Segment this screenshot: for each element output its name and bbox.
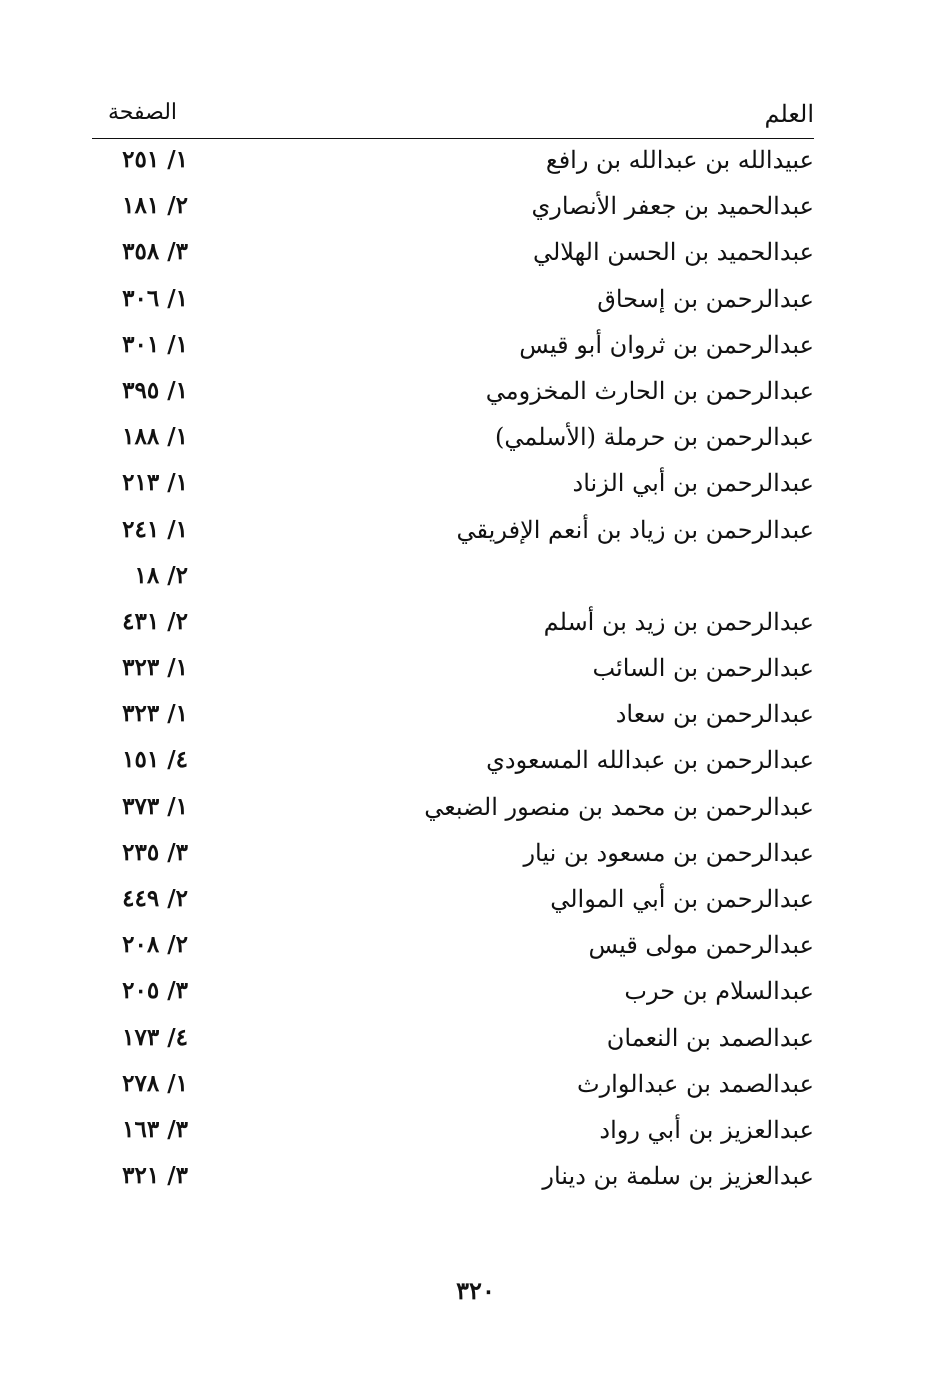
entry-name: عبدالرحمن بن الحارث المخزومي [485, 376, 814, 405]
index-row [92, 556, 814, 602]
entry-ref: ٣/ ٣٥٨ [122, 238, 188, 266]
index-row [92, 510, 814, 556]
entry-ref: ٢/ ٢٠٨ [122, 931, 188, 959]
index-row [92, 1156, 814, 1202]
index-header [92, 98, 814, 139]
entry-ref: ٤/ ١٧٣ [122, 1023, 188, 1051]
index-row [92, 694, 814, 740]
index-row [92, 463, 814, 509]
entry-name: عبدالعزيز بن سلمة بن دينار [542, 1162, 814, 1191]
entry-name: عبدالرحمن بن مسعود بن نيار [523, 838, 814, 867]
index-row [92, 833, 814, 879]
index-entries [92, 140, 814, 1202]
entry-ref: ٢/ ٤٣١ [122, 607, 188, 635]
index-row [92, 925, 814, 971]
index-row [92, 140, 814, 186]
entry-name: عبدالرحمن بن أبي الزناد [572, 469, 814, 498]
entry-ref: ٣/ ٣٢١ [122, 1162, 188, 1190]
entry-name: عبدالرحمن مولى قيس [588, 931, 814, 960]
entry-name: عبدالرحمن بن السائب [592, 654, 814, 683]
entry-ref: ١/ ١٨٨ [122, 423, 188, 451]
index-row [92, 1110, 814, 1156]
header-name-column: العلم [764, 100, 814, 128]
index-row [92, 648, 814, 694]
entry-name: عبدالرحمن بن عبدالله المسعودي [486, 746, 814, 775]
entry-name: عبدالرحمن بن زيد بن أسلم [543, 607, 814, 636]
entry-name: عبدالحميد بن الحسن الهلالي [532, 238, 814, 267]
entry-name: عبدالرحمن بن ثروان أبو قيس [519, 330, 814, 359]
entry-ref: ١/ ٢٥١ [122, 146, 188, 173]
entry-ref: ١/ ٣٢٣ [122, 700, 188, 728]
entry-ref: ١/ ٢٧٨ [122, 1069, 188, 1097]
entry-ref: ٣/ ٢٠٥ [122, 977, 188, 1005]
entry-ref: ٤/ ١٥١ [122, 746, 188, 774]
entry-name: عبدالرحمن بن سعاد [615, 700, 814, 729]
entry-ref: ٣/ ١٦٣ [122, 1115, 188, 1143]
entry-name: عبدالرحمن بن إسحاق [597, 284, 814, 313]
entry-ref: ٢/ ١٨ [134, 561, 188, 589]
index-row [92, 1064, 814, 1110]
page-number: ٣٢٠ [456, 1276, 495, 1305]
entry-ref: ١/ ٣٠١ [122, 330, 188, 358]
index-row [92, 371, 814, 417]
index-row [92, 279, 814, 325]
entry-name: عبدالرحمن بن أبي الموالي [550, 885, 814, 913]
entry-name: عبدالرحمن بن زياد بن أنعم الإفريقي [456, 515, 814, 544]
entry-ref: ١/ ٢١٣ [122, 469, 188, 497]
entry-ref: ١/ ٣٩٥ [122, 376, 188, 404]
entry-ref: ١/ ٢٤١ [122, 515, 188, 543]
index-row [92, 971, 814, 1017]
entry-ref: ١/ ٣٢٣ [122, 654, 188, 682]
index-row [92, 602, 814, 648]
index-row [92, 325, 814, 371]
index-row [92, 879, 814, 925]
entry-ref: ١/ ٣٠٦ [122, 284, 188, 312]
entry-name: عبدالحميد بن جعفر الأنصاري [531, 192, 814, 221]
index-row [92, 787, 814, 833]
entry-ref: ٢/ ١٨١ [122, 192, 188, 220]
index-row [92, 417, 814, 463]
index-row [92, 186, 814, 232]
entry-name: عبدالعزيز بن أبي رواد [599, 1115, 814, 1144]
index-row [92, 232, 814, 278]
entry-name: عبدالصمد بن عبدالوارث [576, 1069, 814, 1098]
index-row [92, 1018, 814, 1064]
entry-ref: ٢/ ٤٤٩ [122, 885, 188, 912]
entry-name: عبدالصمد بن النعمان [606, 1023, 814, 1052]
entry-ref: ١/ ٣٧٣ [122, 792, 188, 820]
index-row [92, 740, 814, 786]
entry-name: عبدالسلام بن حرب [624, 977, 814, 1006]
entry-name: عبدالرحمن بن حرملة (الأسلمي) [495, 423, 814, 452]
entry-name: عبدالرحمن بن محمد بن منصور الضبعي [424, 792, 814, 821]
entry-ref: ٣/ ٢٣٥ [122, 838, 188, 866]
entry-name: عبيدالله بن عبدالله بن رافع [545, 146, 814, 174]
header-page-column: الصفحة [108, 100, 178, 125]
